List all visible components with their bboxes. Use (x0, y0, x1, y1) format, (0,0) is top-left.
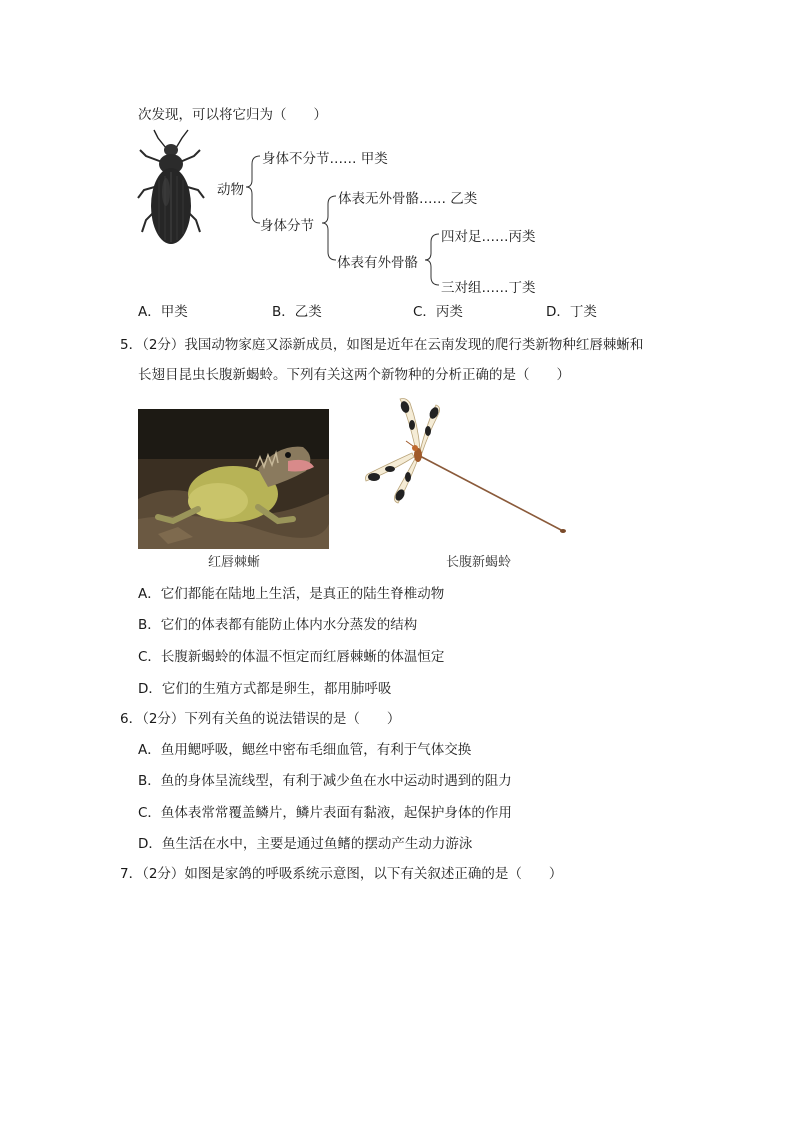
q6-option-b[interactable]: B．鱼的身体呈流线型，有利于减少鱼在水中运动时遇到的阻力 (138, 773, 512, 789)
q5-option-b[interactable]: B．它们的体表都有能防止体内水分蒸发的结构 (138, 617, 418, 633)
caption-scorpionfly: 长腹新蝎蛉 (446, 555, 512, 570)
q5-stem-line2: 长翅目昆虫长腹新蝎蛉。下列有关这两个新物种的分析正确的是（ ） (138, 367, 570, 383)
lizard-photo (138, 409, 329, 549)
q5-option-c[interactable]: C．长腹新蝎蛉的体温不恒定而红唇棘蜥的体温恒定 (138, 649, 445, 665)
q5-stem-line1: 5．（2分）我国动物家庭又添新成员，如图是近年在云南发现的爬行类新物种红唇棘蜥和 (120, 337, 644, 353)
tree-node-four-pairs-legs: 四对足……丙类 (441, 229, 536, 245)
caption-lizard: 红唇棘蜥 (208, 555, 261, 570)
q4-option-d[interactable]: D．丁类 (546, 304, 597, 320)
q5-option-a[interactable]: A．它们都能在陆地上生活，是真正的陆生脊椎动物 (138, 586, 445, 602)
q7-stem: 7．（2分）如图是家鸽的呼吸系统示意图，以下有关叙述正确的是（ ） (120, 866, 563, 882)
q6-option-c[interactable]: C．鱼体表常常覆盖鳞片，鳞片表面有黏液，起保护身体的作用 (138, 805, 512, 821)
scorpionfly-image (358, 395, 568, 535)
q6-option-a[interactable]: A．鱼用鳃呼吸，鳃丝中密布毛细血管，有利于气体交换 (138, 742, 472, 758)
tree-root-animal: 动物 (217, 182, 244, 198)
tree-brackets (0, 0, 794, 320)
tree-node-unsegmented: 身体不分节…… 甲类 (262, 151, 388, 167)
tree-node-three-pairs: 三对组……丁类 (441, 280, 536, 296)
q4-stem-tail: 次发现，可以将它归为（ ） (138, 107, 327, 123)
tree-node-segmented: 身体分节 (260, 218, 314, 234)
q6-option-d[interactable]: D．鱼生活在水中，主要是通过鱼鳍的摆动产生动力游泳 (138, 836, 473, 852)
q6-stem: 6．（2分）下列有关鱼的说法错误的是（ ） (120, 711, 401, 727)
q5-option-d[interactable]: D．它们的生殖方式都是卵生，都用肺呼吸 (138, 681, 392, 697)
q4-option-a[interactable]: A．甲类 (138, 304, 188, 320)
tree-node-no-exoskeleton: 体表无外骨骼…… 乙类 (338, 191, 478, 207)
tree-node-exoskeleton: 体表有外骨骼 (337, 255, 418, 271)
q4-option-c[interactable]: C．丙类 (413, 304, 463, 320)
q4-option-b[interactable]: B．乙类 (272, 304, 322, 320)
